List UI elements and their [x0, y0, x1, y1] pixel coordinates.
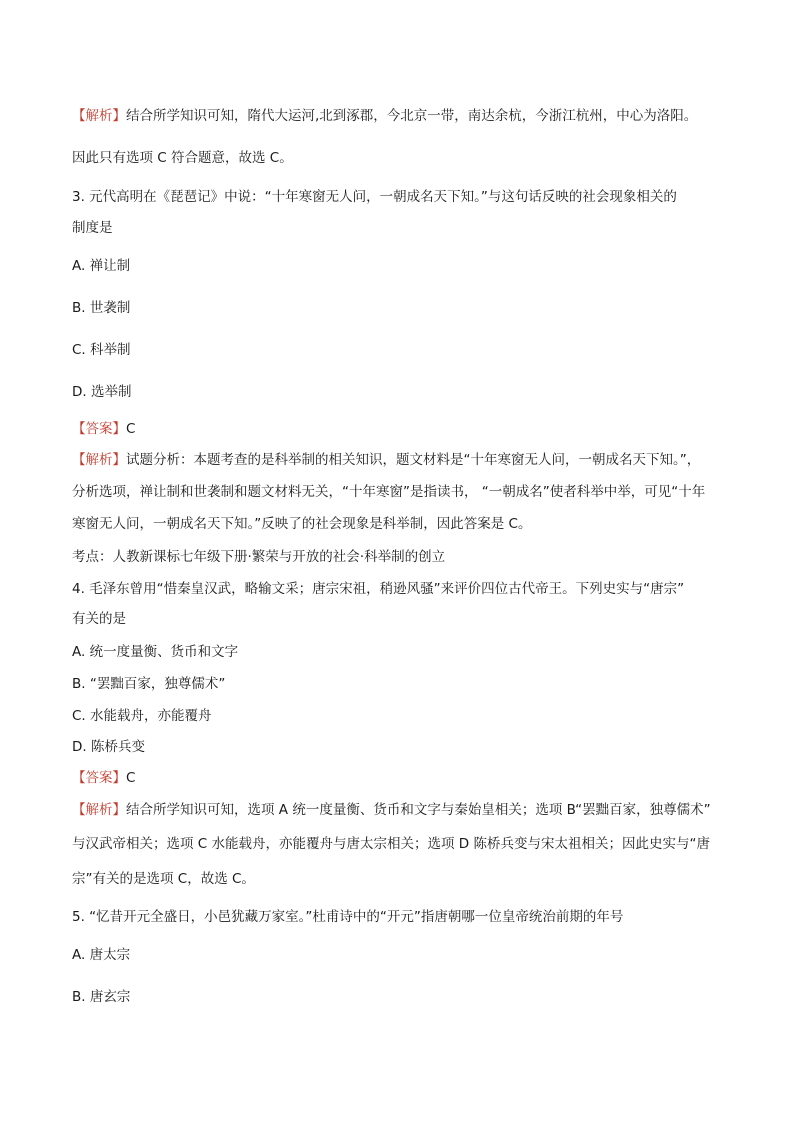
q3-kaodian: 考点：人教新课标七年级下册·繁荣与开放的社会·科举制的创立 [72, 549, 446, 565]
q4-answer [72, 768, 135, 788]
q3-answer-tag: 【答案】 [72, 421, 126, 437]
q3-option-c: C. 科举制 [72, 342, 131, 358]
q3-stem-line-2: 制度是 [72, 220, 113, 236]
q4-option-d: D. 陈桥兵变 [72, 739, 145, 755]
q4-answer-value: C [126, 770, 136, 786]
q4-stem-line-2: 有关的是 [72, 611, 126, 627]
q4-option-a: A. 统一度量衡、货币和文字 [72, 644, 239, 660]
q3-answer [72, 419, 135, 439]
q4-answer-tag: 【答案】 [72, 770, 126, 786]
q4-analysis-line-3: 宗”有关的是选项 C，故选 C。 [72, 871, 255, 887]
q3-option-d: D. 选举制 [72, 384, 132, 400]
q2-analysis-line-2: 因此只有选项 C 符合题意，故选 C。 [72, 150, 293, 166]
q3-analysis-tag: 【解析】 [72, 452, 126, 468]
q2-analysis-text-1: 结合所学知识可知，隋代大运河,北到涿郡，今北京一带，南达余杭，今浙江杭州，中心为洛阳。 [126, 108, 698, 124]
q2-analysis-tag: 【解析】 [72, 108, 126, 124]
q3-option-a: A. 禅让制 [72, 258, 131, 274]
q3-stem-line-1: 3. 元代高明在《琵琶记》中说：“十年寒窗无人问，一朝成名天下知。”与这句话反映的社会现象相关的 [72, 189, 677, 205]
q4-option-b: B. “罢黜百家，独尊儒术” [72, 676, 226, 692]
q3-analysis-line-2: 分析选项，禅让制和世袭制和题文材料无关，“十年寒窗”是指读书， “一朝成名”使者科举中举，可见“十年 [72, 484, 706, 500]
q4-analysis-line-1 [72, 800, 711, 820]
q4-option-c: C. 水能载舟，亦能覆舟 [72, 708, 212, 724]
q4-analysis-line-2: 与汉武帝相关；选项 C 水能载舟，亦能覆舟与唐太宗相关；选项 D 陈桥兵变与宋太祖相关；因此史实与“唐 [72, 836, 710, 852]
q3-analysis-line-3: 寒窗无人问，一朝成名天下知。”反映了的社会现象是科举制，因此答案是 C。 [72, 516, 532, 532]
q2-analysis-line-1 [72, 106, 697, 126]
q3-option-b: B. 世袭制 [72, 300, 131, 316]
q4-analysis-text-1: 结合所学知识可知，选项 A 统一度量衡、货币和文字与秦始皇相关；选项 B“罢黜百家，独尊儒术” [126, 802, 711, 818]
q3-answer-value: C [126, 421, 136, 437]
q4-stem-line-1: 4. 毛泽东曾用“惜秦皇汉武，略输文采；唐宗宋祖，稍逊风骚”来评价四位古代帝王。下列史实与“唐宗” [72, 581, 685, 597]
q5-option-a: A. 唐太宗 [72, 947, 131, 963]
q3-analysis-line-1 [72, 450, 700, 470]
q3-analysis-text-1: 试题分析：本题考查的是科举制的相关知识，题文材料是“十年寒窗无人问，一朝成名天下知。”， [126, 452, 701, 468]
q5-option-b: B. 唐玄宗 [72, 989, 131, 1005]
q4-analysis-tag: 【解析】 [72, 802, 126, 818]
q5-stem-line-1: 5. “忆昔开元全盛日，小邑犹藏万家室。”杜甫诗中的“开元”指唐朝哪一位皇帝统治前期的年号 [72, 909, 624, 925]
